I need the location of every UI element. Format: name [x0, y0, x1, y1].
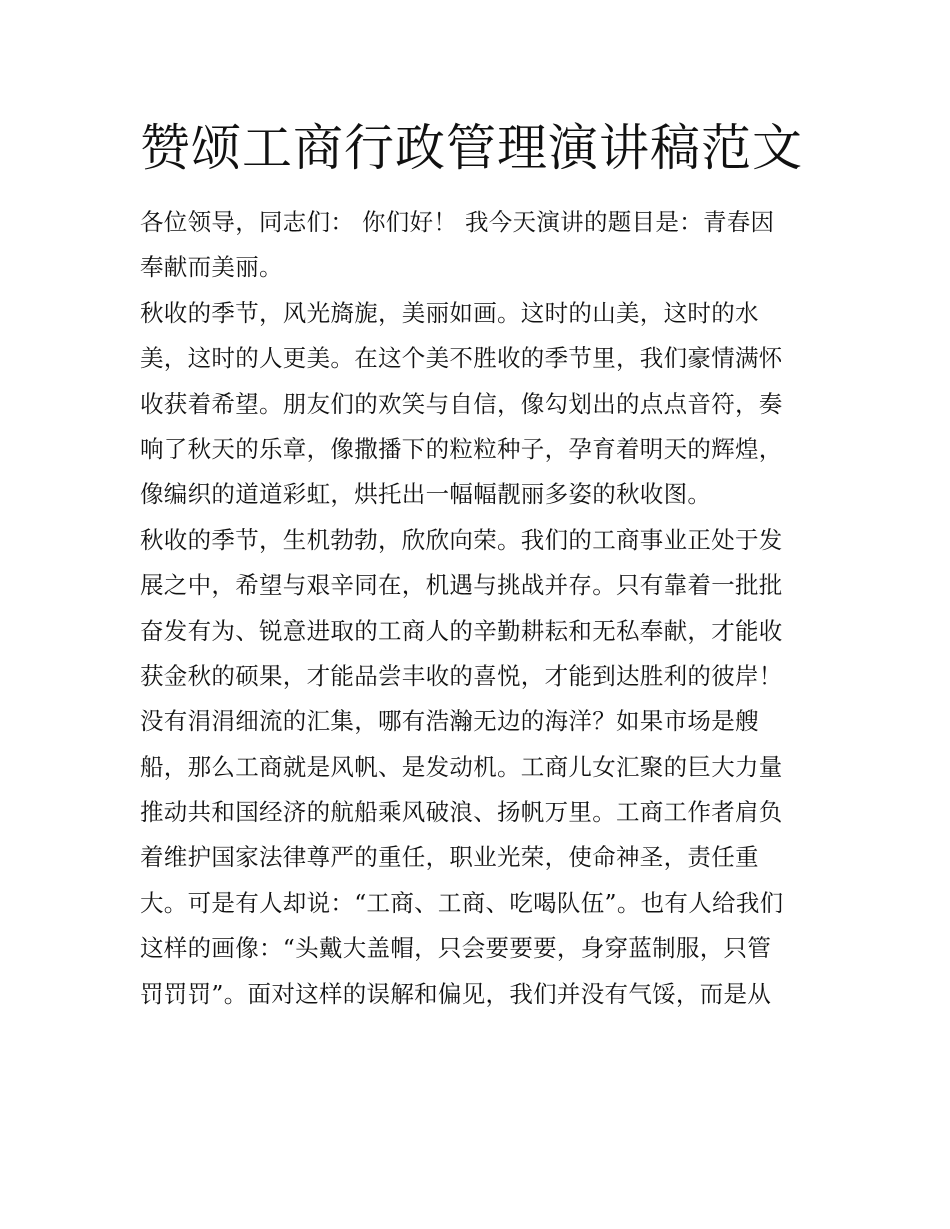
body-line: 获金秋的硕果，才能品尝丰收的喜悦，才能到达胜利的彼岸！ [140, 661, 783, 690]
body-line: 秋收的季节，风光旖旎，美丽如画。这时的山美，这时的水 [140, 298, 759, 327]
body-line: 收获着希望。朋友们的欢笑与自信，像勾划出的点点音符，奏 [140, 389, 783, 418]
body-line: 奋发有为、锐意进取的工商人的辛勤耕耘和无私奉献，才能收 [140, 616, 783, 645]
body-line: 罚罚罚”。面对这样的误解和偏见，我们并没有气馁，而是从 [140, 979, 772, 1008]
body-line: 像编织的道道彩虹，烘托出一幅幅靓丽多姿的秋收图。 [140, 480, 712, 509]
body-line: 美，这时的人更美。在这个美不胜收的季节里，我们豪情满怀 [140, 344, 783, 373]
body-line: 秋收的季节，生机勃勃，欣欣向荣。我们的工商事业正处于发 [140, 525, 783, 554]
body-line: 着维护国家法律尊严的重任，职业光荣，使命神圣，责任重 [140, 843, 759, 872]
body-line: 展之中，希望与艰辛同在，机遇与挑战并存。只有靠着一批批 [140, 571, 783, 600]
document-body [140, 200, 830, 1017]
body-line: 大。可是有人却说：“工商、工商、吃喝队伍”。也有人给我们 [140, 888, 784, 917]
body-line: 奉献而美丽。 [140, 253, 283, 282]
body-line: 船，那么工商就是风帆、是发动机。工商儿女汇聚的巨大力量 [140, 752, 783, 781]
body-line: 这样的画像：“头戴大盖帽，只会要要要，身穿蓝制服，只管 [140, 934, 772, 963]
body-line: 推动共和国经济的航船乘风破浪、扬帆万里。工商工作者肩负 [140, 798, 783, 827]
body-line: 响了秋天的乐章，像撒播下的粒粒种子，孕育着明天的辉煌， [140, 434, 783, 463]
body-line: 各位领导，同志们： 你们好！ 我今天演讲的题目是：青春因 [140, 208, 775, 236]
body-line: 没有涓涓细流的汇集，哪有浩瀚无边的海洋？如果市场是艘 [140, 707, 759, 736]
document-title: 赞颂工商行政管理演讲稿范文 [140, 119, 803, 177]
